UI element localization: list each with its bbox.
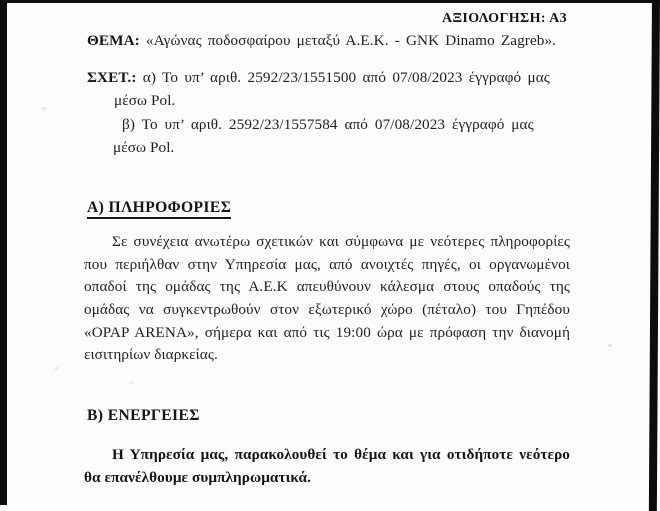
- reference-a-text: α) Το υπ’ αριθ. 2592/23/1551500 από 07/08/2023 έγγραφό μας: [142, 69, 550, 86]
- evaluation-label: ΑΞΙΟΛΟΓΗΣΗ: Α3: [442, 11, 567, 26]
- paragraph-line: θα επανέλθουμε συμπληρωματικά.: [84, 468, 311, 486]
- reference-a-line2: μέσω Pol.: [114, 92, 176, 110]
- reference-b-line2: μέσω Pol.: [113, 138, 175, 156]
- subject-text: «Αγώνας ποδοσφαίρου μεταξύ Α.Ε.Κ. - GNK Dinamo Zagreb».: [145, 32, 557, 49]
- section-a-heading: [87, 199, 231, 217]
- scan-speck: [55, 367, 58, 370]
- scan-speck: [130, 381, 133, 384]
- section-b-heading: Β) ΕΝΕΡΓΕΙΕΣ: [87, 407, 200, 424]
- paragraph-line: ομάδας να συγκεντρωθούν στον εξωτερικό χώρο (πέταλο) του Γηπέδου: [84, 301, 570, 319]
- paragraph-line: οπαδοί της ομάδας της Α.Ε.Κ απευθύνουν κάλεσμα στους οπαδούς της: [84, 278, 570, 296]
- reference-a-line1: [87, 66, 577, 89]
- scan-border-right: [649, 0, 660, 511]
- section-a-paragraph: [84, 231, 570, 367]
- subject-label: ΘΕΜΑ:: [87, 32, 140, 49]
- subject-line: [87, 32, 587, 50]
- scan-speck: [608, 344, 612, 347]
- paragraph-line: Η Υπηρεσία μας, παρακολουθεί το θέμα και για οτιδήποτε νεότερο: [112, 446, 570, 463]
- paragraph-line: που περιήλθαν στην Υπηρεσία μας, από ανοιχτές πηγές, οι οργανωμένοι: [84, 255, 570, 273]
- paragraph-line: Σε συνέχεια ανωτέρω σχετικών και σύμφωνα με νεότερες πληροφορίες: [112, 233, 570, 250]
- references-label: ΣΧΕΤ.:: [87, 69, 137, 86]
- scan-speck: [42, 107, 46, 110]
- scan-border-top: [0, 0, 660, 3]
- paragraph-line: «OPAP ARENA», σήμερα και από τις 19:00 ώρα με πρόφαση την διανομή: [84, 323, 570, 341]
- section-a-heading-text: Α) ΠΛΗΡΟΦΟΡΙΕΣ: [87, 199, 231, 219]
- scan-border-left: [0, 0, 7, 505]
- references-block: [87, 66, 577, 159]
- section-b-paragraph: [84, 444, 570, 489]
- reference-b-line1: β) Το υπ’ αριθ. 2592/23/1557584 από 07/08/2023 έγγραφό μας: [122, 115, 534, 133]
- paragraph-line: εισιτηρίων διαρκείας.: [84, 346, 218, 364]
